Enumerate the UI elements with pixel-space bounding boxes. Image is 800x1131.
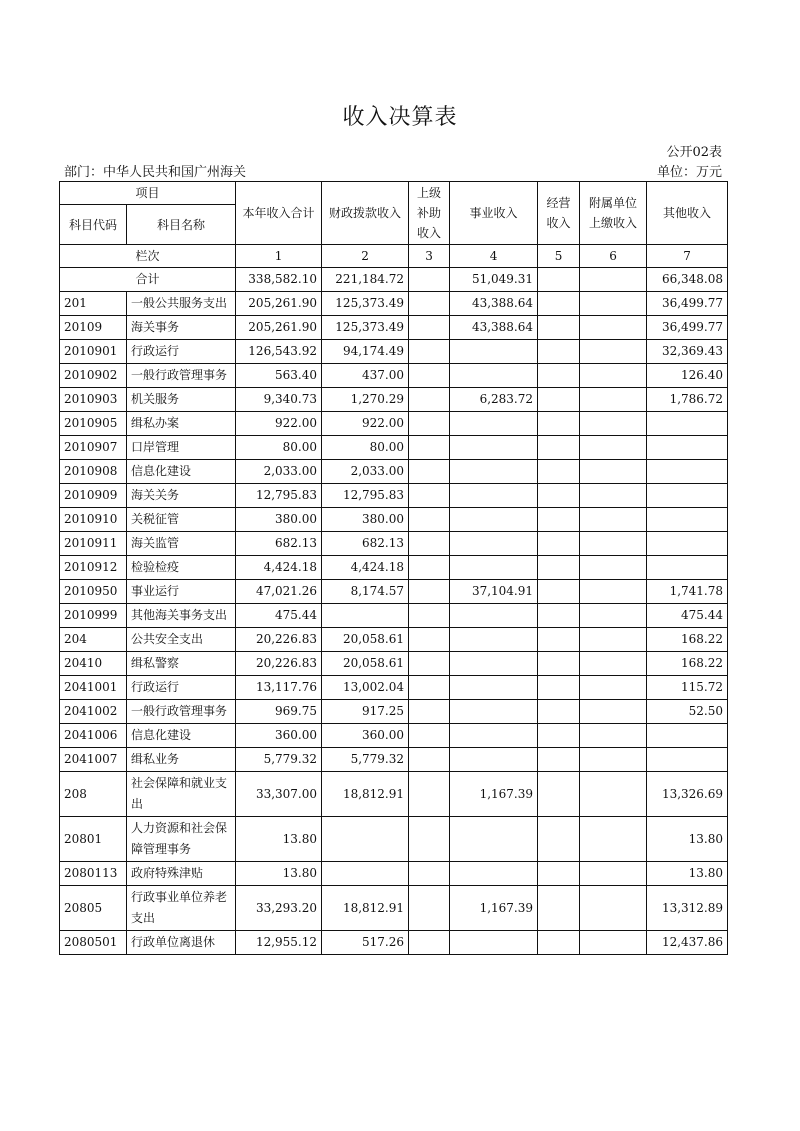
cell-operating [538, 772, 580, 817]
cell-affiliated [580, 364, 647, 388]
cell-other [647, 532, 728, 556]
cell-other: 36,499.77 [647, 316, 728, 340]
header-superior: 上级补助收入 [409, 182, 450, 245]
cell-superior [409, 817, 450, 862]
cell-total: 205,261.90 [236, 292, 322, 316]
cell-total: 126,543.92 [236, 340, 322, 364]
subject-code: 2010912 [60, 556, 127, 580]
cell-operating [538, 628, 580, 652]
cell-fiscal: 517.26 [322, 931, 409, 955]
unit-label: 单位：万元 [656, 165, 722, 180]
cell-fiscal: 1,270.29 [322, 388, 409, 412]
cell-affiliated [580, 436, 647, 460]
cell-business [450, 724, 538, 748]
cell-business [450, 460, 538, 484]
cell-superior [409, 604, 450, 628]
cell-business: 6,283.72 [450, 388, 538, 412]
column-number-row [60, 245, 728, 268]
col-number: 4 [450, 245, 538, 268]
cell-business [450, 748, 538, 772]
cell-operating [538, 700, 580, 724]
cell-superior [409, 886, 450, 931]
cell-fiscal: 80.00 [322, 436, 409, 460]
cell-fiscal: 125,373.49 [322, 292, 409, 316]
subject-name: 人力资源和社会保障管理事务 [127, 817, 236, 862]
cell-fiscal: 20,058.61 [322, 652, 409, 676]
cell-business [450, 931, 538, 955]
cell-affiliated [580, 316, 647, 340]
subject-code: 2041006 [60, 724, 127, 748]
cell-total: 922.00 [236, 412, 322, 436]
cell-total: 205,261.90 [236, 316, 322, 340]
cell-fiscal [322, 817, 409, 862]
cell-operating [538, 388, 580, 412]
cell-operating [538, 580, 580, 604]
cell-superior [409, 412, 450, 436]
subject-code: 2010907 [60, 436, 127, 460]
cell-other: 13,326.69 [647, 772, 728, 817]
cell-superior [409, 772, 450, 817]
cell-affiliated [580, 862, 647, 886]
cell-other: 126.40 [647, 364, 728, 388]
table-row [60, 460, 728, 484]
table-row [60, 628, 728, 652]
cell-operating [538, 340, 580, 364]
cell-fiscal: 12,795.83 [322, 484, 409, 508]
cell-business: 43,388.64 [450, 316, 538, 340]
cell-total: 20,226.83 [236, 628, 322, 652]
subject-name: 海关监管 [127, 532, 236, 556]
subject-code: 2010999 [60, 604, 127, 628]
cell-fiscal: 437.00 [322, 364, 409, 388]
subject-name: 一般行政管理事务 [127, 364, 236, 388]
subject-name: 关税征管 [127, 508, 236, 532]
cell-fiscal: 8,174.57 [322, 580, 409, 604]
subject-name: 缉私办案 [127, 412, 236, 436]
cell-fiscal: 18,812.91 [322, 772, 409, 817]
cell-business [450, 484, 538, 508]
cell-affiliated [580, 724, 647, 748]
cell-operating [538, 604, 580, 628]
cell-superior [409, 862, 450, 886]
cell-operating [538, 364, 580, 388]
col-number: 6 [580, 245, 647, 268]
cell-business [450, 628, 538, 652]
cell-business [450, 340, 538, 364]
subject-code: 201 [60, 292, 127, 316]
cell-total: 80.00 [236, 436, 322, 460]
cell-superior [409, 364, 450, 388]
page-title: 收入决算表 [342, 105, 458, 130]
subject-code: 204 [60, 628, 127, 652]
income-table [59, 181, 728, 955]
subject-name: 缉私警察 [127, 652, 236, 676]
cell-fiscal: 682.13 [322, 532, 409, 556]
subject-code: 2010903 [60, 388, 127, 412]
cell-superior [409, 676, 450, 700]
sum-business: 51,049.31 [450, 268, 538, 292]
cell-total: 47,021.26 [236, 580, 322, 604]
cell-other [647, 484, 728, 508]
cell-other: 168.22 [647, 652, 728, 676]
cell-superior [409, 532, 450, 556]
subject-name: 行政单位离退休 [127, 931, 236, 955]
cell-business: 43,388.64 [450, 292, 538, 316]
subject-name: 其他海关事务支出 [127, 604, 236, 628]
subject-code: 20805 [60, 886, 127, 931]
cell-operating [538, 652, 580, 676]
cell-other: 36,499.77 [647, 292, 728, 316]
cell-operating [538, 484, 580, 508]
subject-code: 2010950 [60, 580, 127, 604]
subject-name: 公共安全支出 [127, 628, 236, 652]
cell-fiscal: 13,002.04 [322, 676, 409, 700]
cell-affiliated [580, 772, 647, 817]
col-number: 5 [538, 245, 580, 268]
subject-name: 检验检疫 [127, 556, 236, 580]
table-row [60, 580, 728, 604]
cell-affiliated [580, 508, 647, 532]
subject-code: 2080501 [60, 931, 127, 955]
cell-total: 5,779.32 [236, 748, 322, 772]
table-row [60, 862, 728, 886]
subject-code: 2010905 [60, 412, 127, 436]
cell-total: 12,955.12 [236, 931, 322, 955]
cell-operating [538, 724, 580, 748]
header-project: 项目 [60, 182, 236, 205]
cell-superior [409, 700, 450, 724]
cell-superior [409, 340, 450, 364]
cell-total: 33,293.20 [236, 886, 322, 931]
cell-business [450, 508, 538, 532]
subject-code: 2010901 [60, 340, 127, 364]
cell-fiscal [322, 604, 409, 628]
subject-code: 2041007 [60, 748, 127, 772]
sum-operating [538, 268, 580, 292]
sum-label: 合计 [60, 268, 236, 292]
cell-superior [409, 748, 450, 772]
table-row [60, 388, 728, 412]
cell-other [647, 748, 728, 772]
cell-superior [409, 484, 450, 508]
table-row [60, 652, 728, 676]
cell-superior [409, 460, 450, 484]
cell-fiscal [322, 862, 409, 886]
cell-affiliated [580, 700, 647, 724]
subject-code: 20801 [60, 817, 127, 862]
cell-other [647, 412, 728, 436]
cell-affiliated [580, 676, 647, 700]
cell-superior [409, 628, 450, 652]
cell-other: 13,312.89 [647, 886, 728, 931]
cell-fiscal: 18,812.91 [322, 886, 409, 931]
cell-affiliated [580, 652, 647, 676]
subject-name: 信息化建设 [127, 724, 236, 748]
cell-other: 115.72 [647, 676, 728, 700]
subject-name: 缉私业务 [127, 748, 236, 772]
subject-code: 2010902 [60, 364, 127, 388]
subject-code: 2080113 [60, 862, 127, 886]
cell-fiscal: 380.00 [322, 508, 409, 532]
cell-fiscal: 922.00 [322, 412, 409, 436]
subject-name: 信息化建设 [127, 460, 236, 484]
cell-operating [538, 817, 580, 862]
table-row [60, 508, 728, 532]
table-row [60, 364, 728, 388]
table-row [60, 484, 728, 508]
table-row [60, 724, 728, 748]
cell-total: 13,117.76 [236, 676, 322, 700]
cell-fiscal: 2,033.00 [322, 460, 409, 484]
header-business: 事业收入 [450, 182, 538, 245]
cell-affiliated [580, 460, 647, 484]
table-row [60, 604, 728, 628]
column-label: 栏次 [60, 245, 236, 268]
header-code: 科目代码 [60, 205, 127, 245]
cell-other [647, 556, 728, 580]
cell-operating [538, 556, 580, 580]
subject-code: 2010910 [60, 508, 127, 532]
cell-operating [538, 862, 580, 886]
cell-affiliated [580, 484, 647, 508]
subject-code: 20410 [60, 652, 127, 676]
cell-business [450, 604, 538, 628]
cell-fiscal: 917.25 [322, 700, 409, 724]
cell-total: 13.80 [236, 862, 322, 886]
cell-operating [538, 508, 580, 532]
cell-fiscal: 4,424.18 [322, 556, 409, 580]
header-total: 本年收入合计 [236, 182, 322, 245]
cell-total: 475.44 [236, 604, 322, 628]
subject-name: 海关事务 [127, 316, 236, 340]
cell-superior [409, 580, 450, 604]
table-row [60, 748, 728, 772]
cell-operating [538, 532, 580, 556]
cell-superior [409, 652, 450, 676]
subject-name: 口岸管理 [127, 436, 236, 460]
cell-total: 12,795.83 [236, 484, 322, 508]
subject-code: 2041002 [60, 700, 127, 724]
col-number: 3 [409, 245, 450, 268]
cell-total: 682.13 [236, 532, 322, 556]
subject-name: 社会保障和就业支出 [127, 772, 236, 817]
cell-business [450, 364, 538, 388]
cell-affiliated [580, 817, 647, 862]
subject-name: 机关服务 [127, 388, 236, 412]
cell-business: 1,167.39 [450, 886, 538, 931]
col-number: 7 [647, 245, 728, 268]
sum-total: 338,582.10 [236, 268, 322, 292]
cell-affiliated [580, 580, 647, 604]
cell-business [450, 652, 538, 676]
cell-superior [409, 388, 450, 412]
cell-other [647, 436, 728, 460]
table-row [60, 532, 728, 556]
cell-business [450, 862, 538, 886]
table-row [60, 340, 728, 364]
table-row [60, 412, 728, 436]
header-operating: 经营收入 [538, 182, 580, 245]
cell-total: 33,307.00 [236, 772, 322, 817]
header-row-1 [60, 182, 728, 205]
cell-fiscal: 94,174.49 [322, 340, 409, 364]
cell-fiscal: 360.00 [322, 724, 409, 748]
cell-total: 20,226.83 [236, 652, 322, 676]
table-row [60, 931, 728, 955]
cell-other: 168.22 [647, 628, 728, 652]
subject-name: 行政运行 [127, 676, 236, 700]
cell-superior [409, 931, 450, 955]
cell-superior [409, 724, 450, 748]
cell-total: 4,424.18 [236, 556, 322, 580]
cell-operating [538, 292, 580, 316]
cell-affiliated [580, 886, 647, 931]
cell-business: 1,167.39 [450, 772, 538, 817]
cell-affiliated [580, 931, 647, 955]
sum-fiscal: 221,184.72 [322, 268, 409, 292]
cell-operating [538, 931, 580, 955]
department-label: 部门：中华人民共和国广州海关 [64, 165, 247, 180]
cell-business [450, 532, 538, 556]
cell-affiliated [580, 388, 647, 412]
table-row [60, 316, 728, 340]
cell-operating [538, 886, 580, 931]
cell-fiscal: 125,373.49 [322, 316, 409, 340]
cell-business [450, 700, 538, 724]
cell-other: 475.44 [647, 604, 728, 628]
cell-operating [538, 748, 580, 772]
cell-total: 13.80 [236, 817, 322, 862]
table-row [60, 886, 728, 931]
cell-affiliated [580, 604, 647, 628]
subject-name: 事业运行 [127, 580, 236, 604]
cell-total: 563.40 [236, 364, 322, 388]
subject-code: 2010909 [60, 484, 127, 508]
cell-affiliated [580, 748, 647, 772]
cell-other: 13.80 [647, 862, 728, 886]
cell-other: 52.50 [647, 700, 728, 724]
header-affiliated: 附属单位上缴收入 [580, 182, 647, 245]
cell-operating [538, 460, 580, 484]
header-other: 其他收入 [647, 182, 728, 245]
header-fiscal: 财政拨款收入 [322, 182, 409, 245]
cell-business [450, 436, 538, 460]
form-code: 公开02表 [666, 145, 722, 160]
cell-total: 969.75 [236, 700, 322, 724]
cell-business [450, 817, 538, 862]
sum-superior [409, 268, 450, 292]
cell-superior [409, 556, 450, 580]
sum-row [60, 268, 728, 292]
cell-superior [409, 316, 450, 340]
table-row [60, 700, 728, 724]
subject-code: 2041001 [60, 676, 127, 700]
table-row [60, 436, 728, 460]
sum-affiliated [580, 268, 647, 292]
table-row [60, 772, 728, 817]
table-row [60, 676, 728, 700]
cell-other: 1,741.78 [647, 580, 728, 604]
subject-name: 行政运行 [127, 340, 236, 364]
cell-other: 1,786.72 [647, 388, 728, 412]
sum-other: 66,348.08 [647, 268, 728, 292]
cell-other [647, 508, 728, 532]
col-number: 2 [322, 245, 409, 268]
cell-fiscal: 20,058.61 [322, 628, 409, 652]
cell-operating [538, 676, 580, 700]
cell-total: 360.00 [236, 724, 322, 748]
cell-other [647, 460, 728, 484]
cell-business [450, 676, 538, 700]
cell-affiliated [580, 340, 647, 364]
cell-other: 12,437.86 [647, 931, 728, 955]
subject-name: 一般行政管理事务 [127, 700, 236, 724]
subject-name: 一般公共服务支出 [127, 292, 236, 316]
cell-total: 9,340.73 [236, 388, 322, 412]
cell-affiliated [580, 556, 647, 580]
cell-fiscal: 5,779.32 [322, 748, 409, 772]
cell-operating [538, 316, 580, 340]
cell-affiliated [580, 628, 647, 652]
cell-superior [409, 292, 450, 316]
table-row [60, 292, 728, 316]
cell-other: 13.80 [647, 817, 728, 862]
cell-total: 380.00 [236, 508, 322, 532]
cell-operating [538, 436, 580, 460]
cell-affiliated [580, 532, 647, 556]
cell-business [450, 412, 538, 436]
header-name: 科目名称 [127, 205, 236, 245]
cell-other: 32,369.43 [647, 340, 728, 364]
cell-affiliated [580, 412, 647, 436]
cell-total: 2,033.00 [236, 460, 322, 484]
subject-name: 政府特殊津贴 [127, 862, 236, 886]
cell-other [647, 724, 728, 748]
subject-name: 行政事业单位养老支出 [127, 886, 236, 931]
cell-superior [409, 508, 450, 532]
subject-name: 海关关务 [127, 484, 236, 508]
subject-code: 208 [60, 772, 127, 817]
cell-superior [409, 436, 450, 460]
cell-affiliated [580, 292, 647, 316]
col-number: 1 [236, 245, 322, 268]
subject-code: 2010908 [60, 460, 127, 484]
table-row [60, 817, 728, 862]
table-row [60, 556, 728, 580]
cell-business [450, 556, 538, 580]
subject-code: 20109 [60, 316, 127, 340]
cell-operating [538, 412, 580, 436]
cell-business: 37,104.91 [450, 580, 538, 604]
subject-code: 2010911 [60, 532, 127, 556]
